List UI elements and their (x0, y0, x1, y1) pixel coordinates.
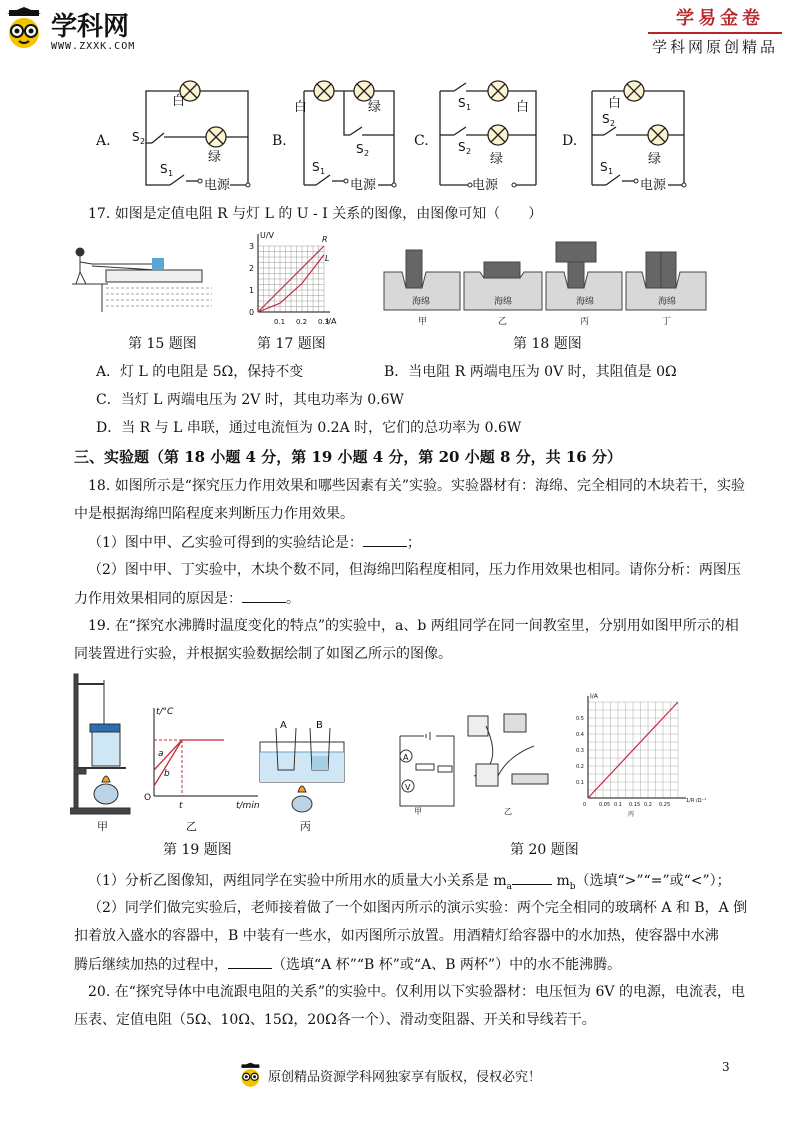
source-label: 电源 (204, 178, 231, 193)
y-tick-label: 0.1 (576, 780, 584, 786)
q17-stem: 17. 如图是定值电阻 R 与灯 L 的 U - I 关系的图像，由图像可知（ ） (88, 206, 543, 222)
brand-logo (5, 4, 165, 54)
svg-text:1: 1 (320, 167, 326, 176)
svg-text:2: 2 (466, 147, 472, 156)
q19-line1: 19. 在“探究水沸腾时温度变化的特点”的实验中，a、b 两组同学在同一间教室里，分别用如图甲所示的相 (88, 618, 739, 634)
circuit-options (90, 75, 730, 195)
copyright-notice: 原创精品资源学科网独家享有版权，侵权必究！ (268, 1070, 542, 1085)
fig17-ui-graph (240, 228, 350, 328)
sponge-label: 海绵 (494, 297, 513, 307)
svg-text:S: S (458, 96, 466, 110)
answer-blank[interactable] (228, 954, 272, 969)
y-tick-label: 1 (249, 286, 255, 295)
x-axis-label: I/A (326, 317, 337, 326)
circuit-d (584, 75, 724, 195)
y-tick-label: 0.5 (576, 716, 584, 722)
q17-option-c: C．当灯 L 两端电压为 2V 时，其电功率为 0.6W (96, 392, 404, 408)
section-3-heading: 三、实验题（第 18 小题 4 分，第 19 小题 4 分，第 20 小题 8 分，共 16 分） (74, 448, 622, 466)
answer-blank[interactable] (242, 588, 286, 603)
owl-mascot-icon (5, 6, 45, 50)
fig19-sub-label-bing: 丙 (300, 820, 311, 833)
y-axis-label: I/A (590, 693, 598, 700)
seal-box (648, 4, 782, 56)
fig19-two-cups (254, 718, 354, 818)
svg-text:S: S (458, 140, 466, 154)
mass-subscript-b: b (569, 881, 576, 892)
svg-text:1: 1 (168, 169, 174, 178)
series-a-line (154, 740, 224, 770)
q18-part2-text: 力作用效果相同的原因是： (74, 591, 242, 607)
fig20-i-r-graph (568, 690, 718, 820)
origin-label: O (144, 793, 152, 803)
x-tick-label: 0.3 (318, 318, 330, 326)
fig20-sub-label: 乙 (504, 807, 512, 816)
svg-text:电源: 电源 (640, 178, 667, 193)
svg-text:S: S (132, 130, 140, 144)
y-axis-label: t/°C (156, 707, 174, 717)
svg-text:绿: 绿 (648, 152, 662, 167)
q19-part2-line2: 扣着放入盛水的容器中，B 中装有一些水，如丙图所示放置。用酒精灯给容器中的水加热，使容器中水沸 (74, 928, 719, 944)
ammeter-label: A (403, 753, 409, 762)
circuit-a (132, 75, 262, 195)
svg-text:2: 2 (140, 137, 146, 146)
option-b-label: B. (272, 133, 287, 149)
page-number: 3 (722, 1060, 730, 1074)
x-tick-label: 0.1 (614, 802, 622, 808)
fig15-caption: 第 15 题图 (128, 336, 197, 352)
svg-text:S: S (356, 142, 364, 156)
cup-a-label: A (280, 720, 287, 731)
q17-option-a: A．灯 L 的电阻是 5Ω，保持不变 (96, 364, 304, 380)
fig18-sub-label: 乙 (498, 317, 508, 327)
q19-part1 (88, 870, 731, 897)
q18-part1 (88, 532, 421, 553)
answer-blank[interactable] (512, 870, 552, 885)
q18-line1: 18. 如图所示是“探究压力作用效果和哪些因素有关”实验。实验器材有：海绵、完全相同的木块若干，实验 (88, 478, 746, 494)
origin-label: 0 (583, 802, 587, 808)
x-tick-label: 0.05 (599, 802, 611, 808)
svg-text:2: 2 (364, 149, 370, 158)
q19-part2-line1: （2）同学们做完实验后，老师接着做了一个如图丙所示的演示实验：两个完全相同的玻璃杯 A 和 B，A 倒 (88, 900, 748, 916)
sponge-label: 海绵 (576, 297, 595, 307)
seal-subtitle: 学科网原创精品 (652, 38, 779, 56)
fig19-sub-label-jia: 甲 (97, 820, 108, 833)
y-tick-label: 3 (249, 242, 255, 251)
fig15-illustration (72, 242, 222, 312)
q18-part2-line2 (74, 588, 300, 609)
x-tick-label: 0.1 (274, 318, 286, 326)
x-tick-label: 0.2 (296, 318, 308, 326)
svg-text:绿: 绿 (368, 100, 382, 115)
fig20-sub-label: 甲 (414, 807, 422, 816)
svg-text:S: S (602, 112, 610, 126)
y-tick-label: 0.2 (576, 764, 584, 770)
time-marker-label: t (179, 801, 183, 811)
y-tick-label: 0.3 (576, 748, 584, 754)
y-axis-label: U/V (260, 231, 275, 240)
q19-part2-end: （选填“A 杯”“B 杯”或“A、B 两杯”）中的水不能沸腾。 (272, 957, 622, 973)
series-b-line (154, 740, 182, 786)
q19-part2-text: 腾后继续加热的过程中， (74, 957, 228, 973)
svg-text:S: S (600, 160, 608, 174)
x-axis-label: t/min (236, 801, 260, 811)
fig17-caption: 第 17 题图 (257, 336, 326, 352)
svg-text:白: 白 (294, 100, 308, 115)
q19-part1-end: （选填“>”“=”或“<”）； (575, 873, 731, 889)
fig19-sub-label-yi: 乙 (186, 820, 197, 833)
fig19-temp-graph (140, 700, 270, 820)
circuit-b (294, 75, 424, 195)
fig19-caption: 第 19 题图 (163, 842, 232, 858)
fig20-circuit (394, 706, 564, 816)
svg-text:电源: 电源 (350, 178, 377, 193)
fig18-sponges (380, 238, 710, 334)
seal-divider (648, 32, 782, 34)
svg-text:绿: 绿 (490, 152, 504, 167)
fig18-sub-label: 丁 (662, 317, 672, 327)
q19-part1-m: m (552, 873, 570, 889)
fig18-sub-label: 甲 (418, 317, 428, 327)
svg-text:S: S (312, 160, 320, 174)
answer-blank[interactable] (363, 532, 407, 547)
option-a-label: A. (96, 133, 111, 149)
sponge-label: 海绵 (658, 297, 677, 307)
circuit-c (436, 75, 566, 195)
fig20-caption: 第 20 题图 (510, 842, 579, 858)
q18-part2-end: 。 (286, 591, 300, 607)
origin-label: 0 (249, 308, 255, 317)
q20-line1: 20. 在“探究导体中电流跟电阻的关系”的实验中。仅利用以下实验器材：电压恒为 6V 的电源，电流表，电 (88, 984, 745, 1000)
q19-part1-text: （1）分析乙图像知，两组同学在实验中所用水的质量大小关系是 m (88, 873, 507, 889)
q17-option-d: D．当 R 与 L 串联，通过电流恒为 0.2A 时，它们的总功率为 0.6W (96, 420, 522, 436)
owl-mascot-icon (238, 1062, 264, 1088)
fig18-sub-label: 丙 (580, 317, 590, 327)
fig18-caption: 第 18 题图 (513, 336, 582, 352)
y-tick-label: 0.4 (576, 732, 584, 738)
x-tick-label: 0.2 (644, 802, 652, 808)
series-l-label: L (325, 253, 330, 263)
svg-text:S: S (160, 162, 168, 176)
x-axis-label: 1/R /Ω⁻¹ (686, 798, 707, 804)
q18-part2-line1: （2）图中甲、丁实验中，木块个数不同，但海绵凹陷程度相同，压力作用效果也相同。请你分析：两图压 (88, 562, 741, 578)
cup-b-label: B (316, 720, 323, 731)
q19-part2-line3 (74, 954, 621, 975)
lamp-white-label: 白 (172, 94, 186, 109)
q18-part1-end: ； (406, 535, 421, 551)
fig20-sub-label: 丙 (628, 811, 635, 818)
svg-text:白: 白 (516, 100, 530, 115)
q18-line2: 中是根据海绵凹陷程度来判断压力作用效果。 (74, 506, 354, 522)
q17-option-b: B．当电阻 R 两端电压为 0V 时，其阻值是 0Ω (384, 364, 677, 380)
mass-subscript-a: a (506, 881, 513, 892)
q19-line2: 同装置进行实验，并根据实验数据绘制了如图乙所示的图像。 (74, 646, 452, 662)
x-tick-label: 0.15 (629, 802, 641, 808)
series-r-label: R (322, 235, 328, 244)
brand-name: 学科网 (51, 12, 130, 42)
svg-text:白: 白 (608, 96, 622, 111)
svg-text:1: 1 (466, 103, 472, 112)
series-b-label: b (164, 769, 170, 779)
lamp-green-label: 绿 (208, 150, 222, 165)
brand-url: WWW.ZXXK.COM (51, 41, 136, 52)
seal-title: 学易金卷 (676, 8, 764, 29)
sponge-label: 海绵 (412, 297, 431, 307)
option-d-label: D. (562, 133, 578, 149)
voltmeter-label: V (405, 783, 411, 792)
svg-text:1: 1 (608, 167, 614, 176)
fig19-apparatus (70, 670, 150, 820)
x-tick-label: 0.25 (659, 802, 671, 808)
q20-line2: 压表、定值电阻（5Ω、10Ω、15Ω，20Ω各一个）、滑动变阻器、开关和导线若干。 (74, 1012, 596, 1028)
svg-text:电源: 电源 (472, 178, 499, 193)
svg-text:2: 2 (610, 119, 616, 128)
option-c-label: C. (414, 133, 429, 149)
series-a-label: a (158, 749, 164, 759)
y-tick-label: 2 (249, 264, 255, 273)
q18-part1-text: （1）图中甲、乙实验可得到的实验结论是： (88, 535, 363, 551)
